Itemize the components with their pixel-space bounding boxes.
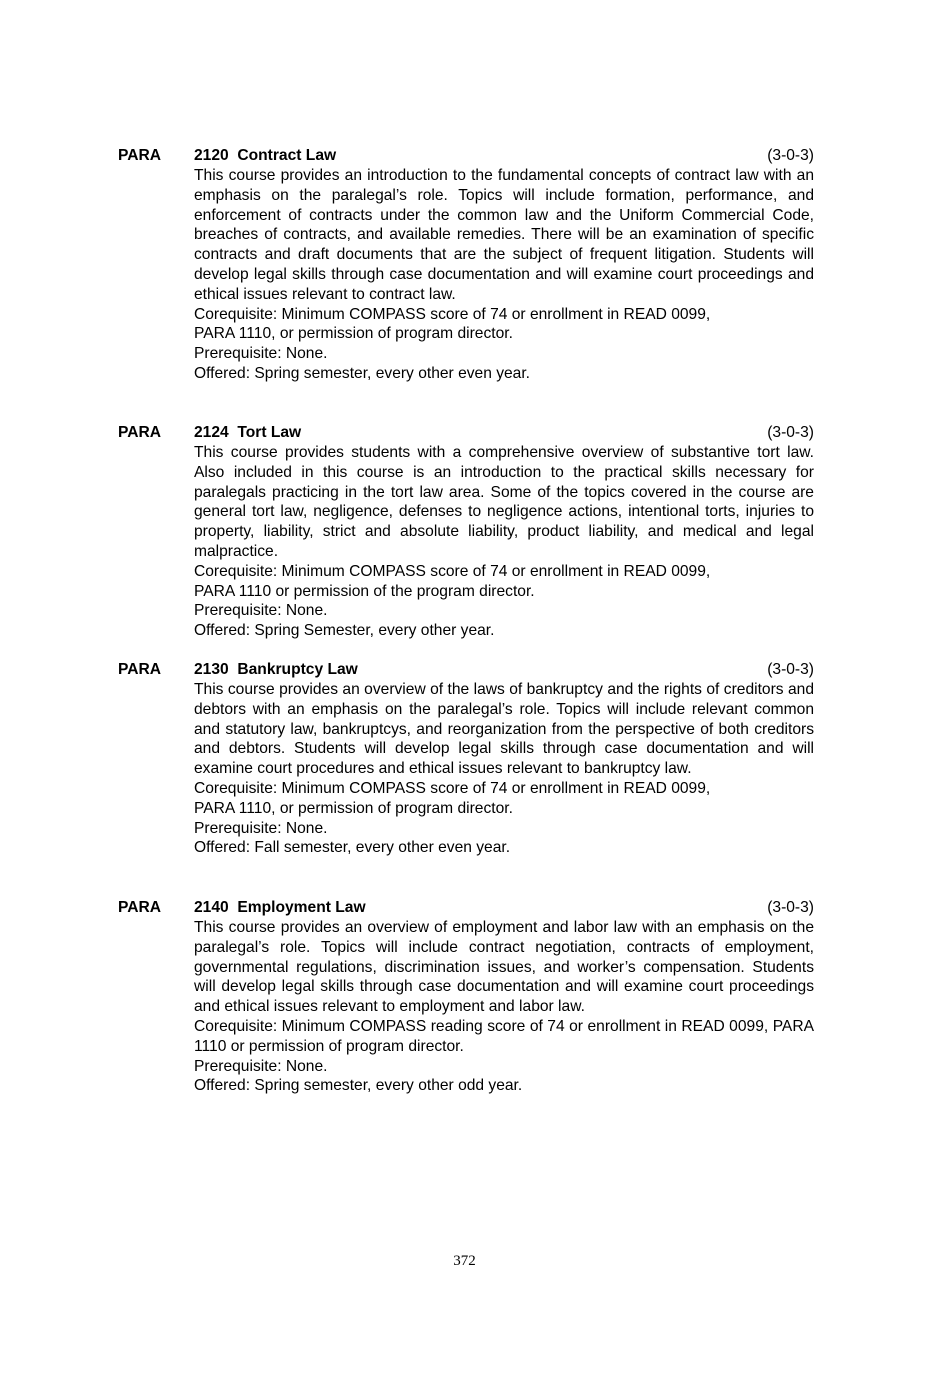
course-hours: (3-0-3)	[767, 661, 814, 678]
course-title: 2120 Contract Law	[194, 147, 337, 164]
course-department: PARA	[118, 661, 162, 678]
course-title: 2124 Tort Law	[194, 424, 302, 441]
course-corequisite-continued: PARA 1110, or permission of program director.	[194, 799, 513, 817]
course-offered: Offered: Spring Semester, every other year.	[194, 622, 495, 640]
course-entry-2120	[118, 146, 814, 384]
course-entry-2130	[118, 660, 814, 858]
course-hours: (3-0-3)	[767, 899, 814, 916]
course-heading	[118, 423, 814, 443]
course-title: 2140 Employment Law	[194, 899, 366, 916]
course-body	[194, 680, 814, 858]
course-prerequisite: Prerequisite: None.	[194, 602, 328, 620]
course-body	[194, 918, 814, 1096]
course-hours: (3-0-3)	[767, 424, 814, 441]
course-entry-2124	[118, 423, 814, 641]
course-description: This course provides students with a comprehensive overview of substantive tort law. Also included in this course is an introduction to the practical skills necessary for paralegals practicing in the tort law area. Some of the topics covered in the course are general tort law, negligence, defenses to negligence actions, intentional torts, injuries to property, liability, strict and absolute liability, product liability, and medical and legal malpractice.	[194, 444, 814, 560]
course-description: This course provides an overview of the laws of bankruptcy and the rights of creditors and debtors with an emphasis on the paralegal’s role. Topics will include relevant common and statutory law, bankruptcys, and reorganization from the perspective of both creditors and debtors. Students will develop legal skills through case documentation and will examine court procedures and ethical issues relevant to bankruptcy law.	[194, 681, 814, 778]
course-body	[194, 443, 814, 641]
course-description: This course provides an introduction to the fundamental concepts of contract law with an emphasis on the paralegal’s role. Topics will include formation, performance, and enforcement of contracts under the common law and the Uniform Commercial Code, breaches of contracts, and available remedies. There will be an examination of specific contracts and draft documents that are the subject of frequent litigation. Students will develop legal skills through case documentation and will examine court proceedings and ethical issues relevant to contract law.	[194, 167, 814, 303]
course-description: This course provides an overview of employment and labor law with an emphasis on the paralegal’s role. Topics will include contract negotiation, contracts of employment, governmental regulations, discrimination issues, and worker’s compensation. Students will develop legal skills through case documentation and will examine court proceedings and ethical issues relevant to employment and labor law.	[194, 919, 814, 1016]
course-entry-2140	[118, 898, 814, 1096]
course-prerequisite: Prerequisite: None.	[194, 345, 328, 363]
course-offered: Offered: Spring semester, every other odd year.	[194, 1077, 523, 1095]
course-department: PARA	[118, 424, 162, 441]
course-hours: (3-0-3)	[767, 147, 814, 164]
course-offered: Offered: Fall semester, every other even year.	[194, 839, 511, 857]
course-heading	[118, 898, 814, 918]
course-corequisite: Corequisite: Minimum COMPASS reading score of 74 or enrollment in READ 0099, PARA 1110 or permission of program director.	[194, 1017, 814, 1055]
course-body	[194, 166, 814, 384]
course-department: PARA	[118, 899, 162, 916]
course-heading	[118, 660, 814, 680]
page-number: 372	[453, 1253, 476, 1269]
course-title: 2130 Bankruptcy Law	[194, 661, 358, 678]
course-corequisite-continued: PARA 1110 or permission of the program director.	[194, 582, 535, 600]
course-heading	[118, 146, 814, 166]
course-corequisite-continued: PARA 1110, or permission of program director.	[194, 325, 513, 343]
course-prerequisite: Prerequisite: None.	[194, 819, 328, 837]
course-corequisite: Corequisite: Minimum COMPASS score of 74 or enrollment in READ 0099,	[194, 779, 711, 797]
course-prerequisite: Prerequisite: None.	[194, 1057, 328, 1075]
course-corequisite: Corequisite: Minimum COMPASS score of 74 or enrollment in READ 0099,	[194, 305, 711, 323]
course-corequisite: Corequisite: Minimum COMPASS score of 74 or enrollment in READ 0099,	[194, 562, 711, 580]
course-department: PARA	[118, 147, 162, 164]
course-offered: Offered: Spring semester, every other even year.	[194, 364, 531, 382]
